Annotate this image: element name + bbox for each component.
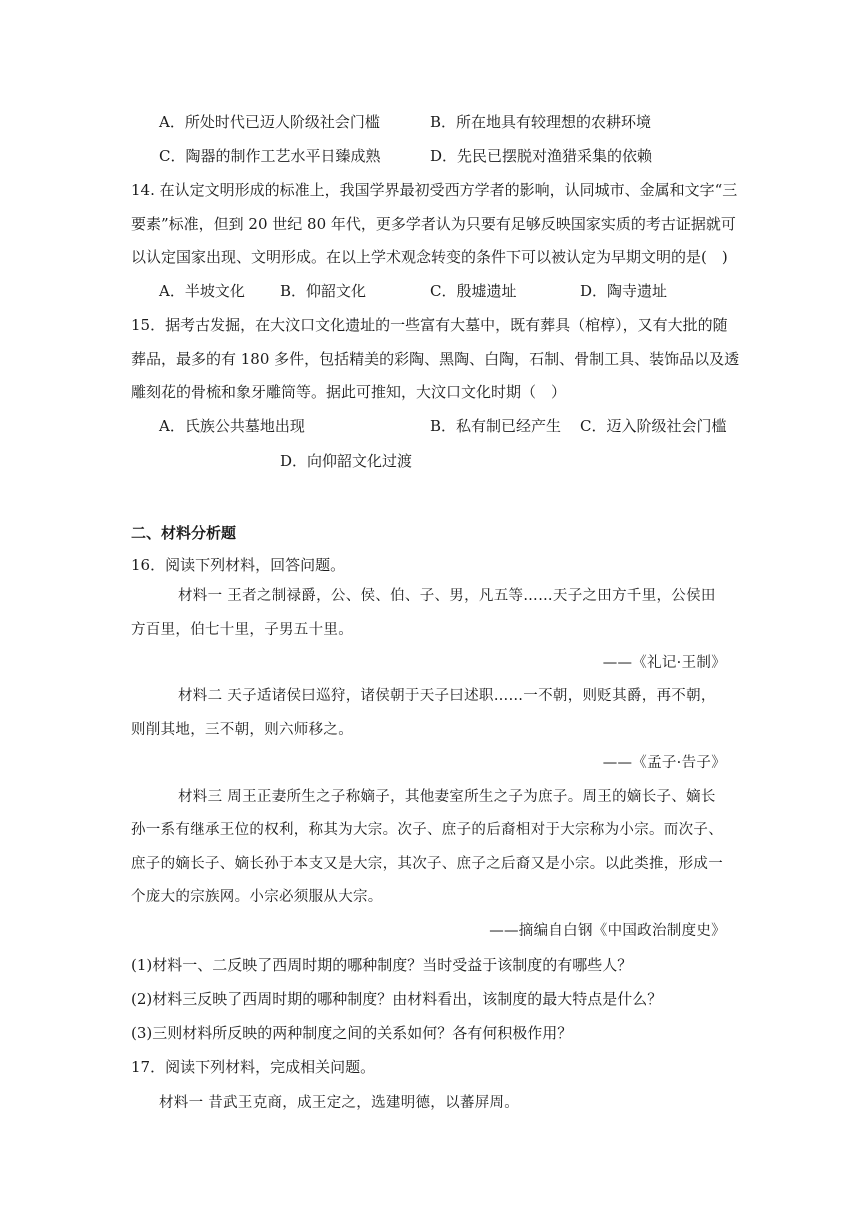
q16-stem: 16．阅读下列材料，回答问题。 xyxy=(131,556,346,574)
q15-option-a: A．氏族公共墓地出现 xyxy=(159,417,305,435)
q14-stem-line-2: 要素”标准，但到 20 世纪 80 年代，更多学者认为只要有足够反映国家实质的考古证据就可 xyxy=(131,215,736,233)
section-title: 二、材料分析题 xyxy=(131,524,237,542)
q14-stem-line-1: 14. 在认定文明形成的标准上，我国学界最初受西方学者的影响，认同城市、金属和文字“三 xyxy=(131,181,738,199)
q16-material-3-source: ——摘编自白钢《中国政治制度史》 xyxy=(489,923,726,939)
q17-material-1-line-1: 材料一 昔武王克商，成王定之，选建明德，以蕃屏周。 xyxy=(159,1095,520,1111)
q16-material-3-line-1: 材料三 周王正妻所生之子称嫡子，其他妻室所生之子为庶子。周王的嫡长子、嫡长 xyxy=(178,789,716,805)
q13-option-a: A．所处时代已迈人阶级社会门槛 xyxy=(159,113,380,131)
q15-option-c: C．迈入阶级社会门槛 xyxy=(580,417,727,435)
q16-material-3-line-2: 孙一系有继承王位的权利，称其为大宗。次子、庶子的后裔相对于大宗称为小宗。而次子、 xyxy=(131,822,723,838)
q14-option-d: D．陶寺遗址 xyxy=(580,282,668,300)
q16-material-2-line-1: 材料二 天子适诸侯曰巡狩，诸侯朝于天子曰述职……一不朝，则贬其爵，再不朝， xyxy=(178,688,716,704)
q15-stem-line-1: 15．据考古发掘，在大汶口文化遗址的一些富有大墓中，既有葬具（棺椁），又有大批的随 xyxy=(131,316,728,334)
q15-stem-line-2: 葬品，最多的有 180 多件，包括精美的彩陶、黑陶、白陶，石制、骨制工具、装饰品以及透 xyxy=(131,350,740,368)
q14-option-a: A．半坡文化 xyxy=(159,282,245,300)
q16-material-1-source: ——《礼记·王制》 xyxy=(602,655,726,671)
q16-material-1-line-1: 材料一 王者之制禄爵，公、侯、伯、子、男，凡五等……天子之田方千里，公侯田 xyxy=(178,588,716,604)
q16-material-3-line-4: 个庞大的宗族网。小宗必须服从大宗。 xyxy=(131,889,383,905)
q13-option-d: D．先民已摆脱对渔猎采集的依赖 xyxy=(430,147,653,165)
q15-option-d: D．向仰韶文化过渡 xyxy=(280,452,413,470)
q15-stem-line-3: 雕刻花的骨梳和象牙雕筒等。据此可推知，大汶口文化时期（ ） xyxy=(131,383,567,401)
q16-material-2-line-2: 则削其地，三不朝，则六师移之。 xyxy=(131,722,353,738)
q16-sub-question-2: (2)材料三反映了西周时期的哪种制度？由材料看出，该制度的最大特点是什么？ xyxy=(131,990,663,1008)
q14-option-c: C．殷墟遗址 xyxy=(430,282,517,300)
q15-option-b: B．私有制已经产生 xyxy=(430,417,562,435)
q16-material-3-line-3: 庶子的嫡长子、嫡长孙于本支又是大宗，其次子、庶子之后裔又是小宗。以此类推，形成一 xyxy=(131,856,723,872)
q14-option-b: B．仰韶文化 xyxy=(280,282,367,300)
q13-option-b: B．所在地具有较理想的农耕环境 xyxy=(430,113,652,131)
q13-option-c: C．陶器的制作工艺水平日臻成熟 xyxy=(159,147,381,165)
q14-stem-line-3: 以认定国家出现、文明形成。在以上学术观念转变的条件下可以被认定为早期文明的是( ) xyxy=(131,248,728,266)
q17-stem: 17．阅读下列材料，完成相关问题。 xyxy=(131,1058,376,1076)
q16-sub-question-1: (1)材料一、二反映了西周时期的哪种制度？当时受益于该制度的有哪些人？ xyxy=(131,956,633,974)
q16-material-2-source: ——《孟子·告子》 xyxy=(602,755,726,771)
q16-sub-question-3: (3)三则材料所反映的两种制度之间的关系如何？各有何积极作用？ xyxy=(131,1024,573,1042)
q16-material-1-line-2: 方百里，伯七十里，子男五十里。 xyxy=(131,622,353,638)
